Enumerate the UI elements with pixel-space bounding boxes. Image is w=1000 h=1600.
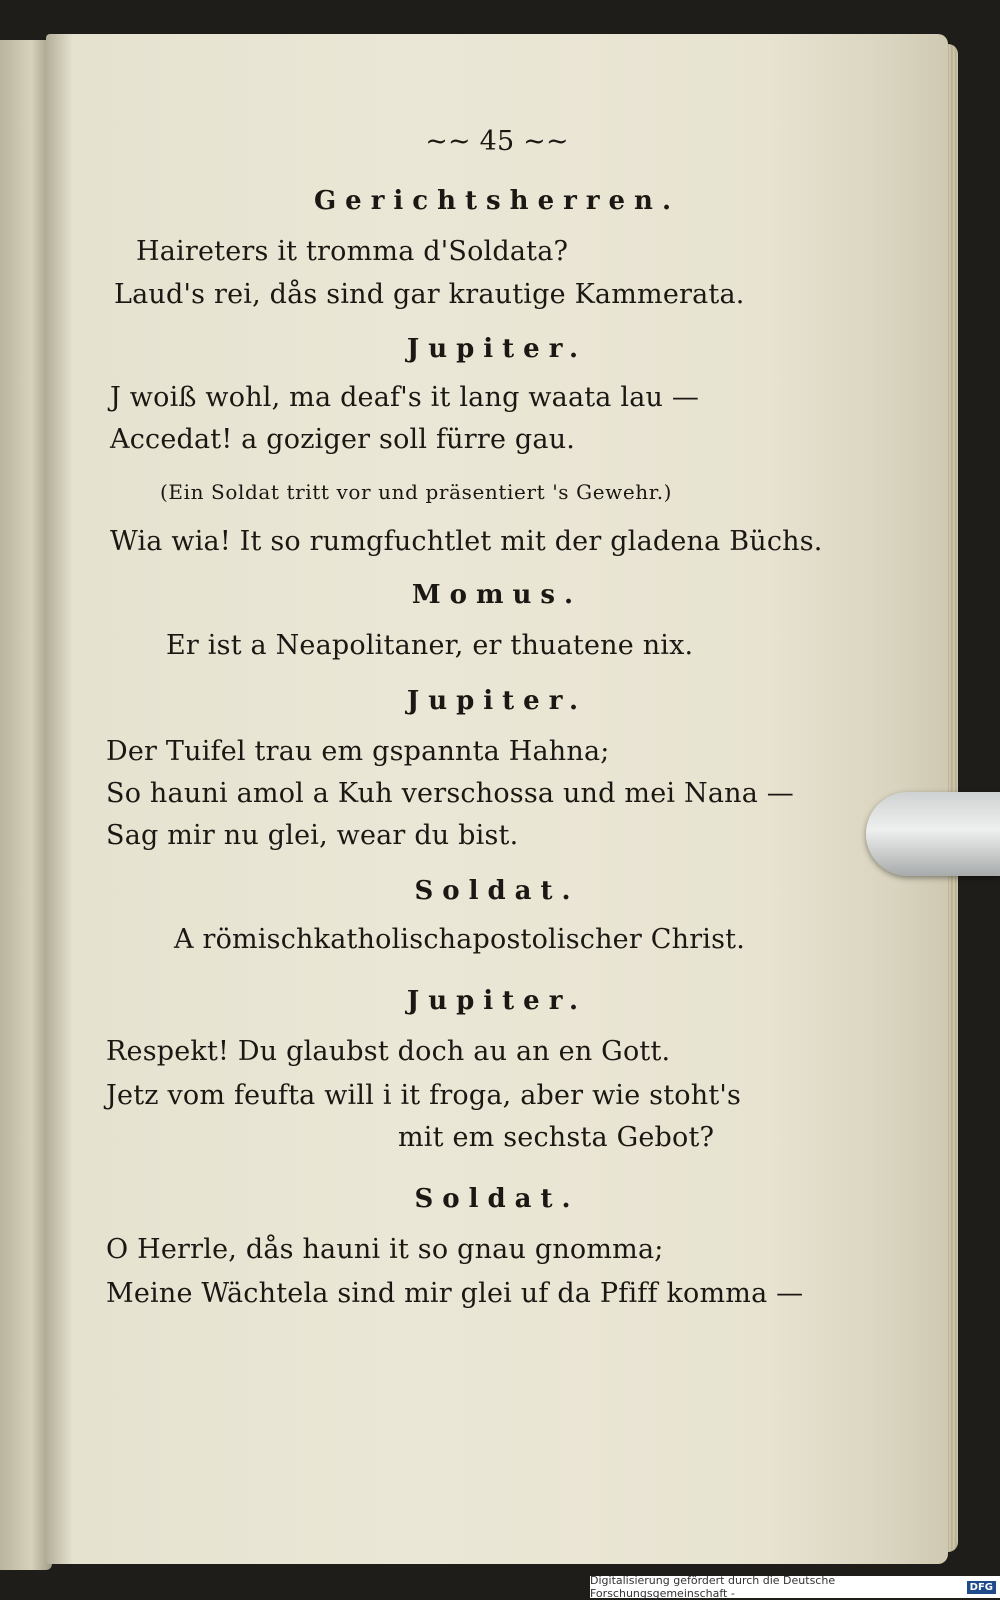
footer-credit [590,1576,1000,1598]
verse-line: Er ist a Neapolitaner, er thuatene nix. [166,630,694,661]
verse-line: So hauni amol a Kuh verschossa und mei Nana — [106,778,794,809]
speaker-heading: Soldat. [414,876,580,906]
verse-line: Meine Wächtela sind mir glei uf da Pfiff komma — [106,1278,804,1309]
page-tab-clip [866,792,1000,876]
verse-line: Laud's rei, dås sind gar krautige Kammerata. [114,279,745,310]
verse-line: Accedat! a goziger soll fürre gau. [110,424,576,455]
speaker-heading: Jupiter. [406,986,588,1016]
verse-line: Haireters it tromma d'Soldata? [136,236,569,267]
page-number: ~~ 45 ~~ [425,126,569,157]
credit-text: Digitalisierung gefördert durch die Deutsche Forschungsgemeinschaft - [590,1574,836,1600]
speaker-heading: Jupiter. [406,686,588,716]
stage-direction: (Ein Soldat tritt vor und präsentiert 's Gewehr.) [160,480,673,504]
verse-line: Sag mir nu glei, wear du bist. [106,820,519,851]
speaker-heading: Gerichtsherren. [313,186,681,216]
verse-line: A römischkatholischapostolischer Christ. [174,924,746,955]
speaker-heading: Momus. [411,580,583,610]
verse-line: O Herrle, dås hauni it so gnau gnomma; [106,1234,664,1265]
verse-line: J woiß wohl, ma deaf's it lang waata lau — [110,382,700,413]
speaker-heading: Soldat. [414,1184,580,1214]
verse-line: Wia wia! It so rumgfuchtlet mit der gladena Büchs. [110,526,823,557]
verse-line: mit em sechsta Gebot? [398,1122,715,1153]
speaker-heading: Jupiter. [406,334,588,364]
verse-line: Respekt! Du glaubst doch au an en Gott. [106,1036,671,1067]
facing-page-edge [0,40,52,1570]
dfg-logo: DFG [967,1581,996,1594]
book-page [46,34,948,1564]
verse-line: Der Tuifel trau em gspannta Hahna; [106,736,610,767]
verse-line: Jetz vom feufta will i it froga, aber wie stoht's [106,1080,742,1111]
